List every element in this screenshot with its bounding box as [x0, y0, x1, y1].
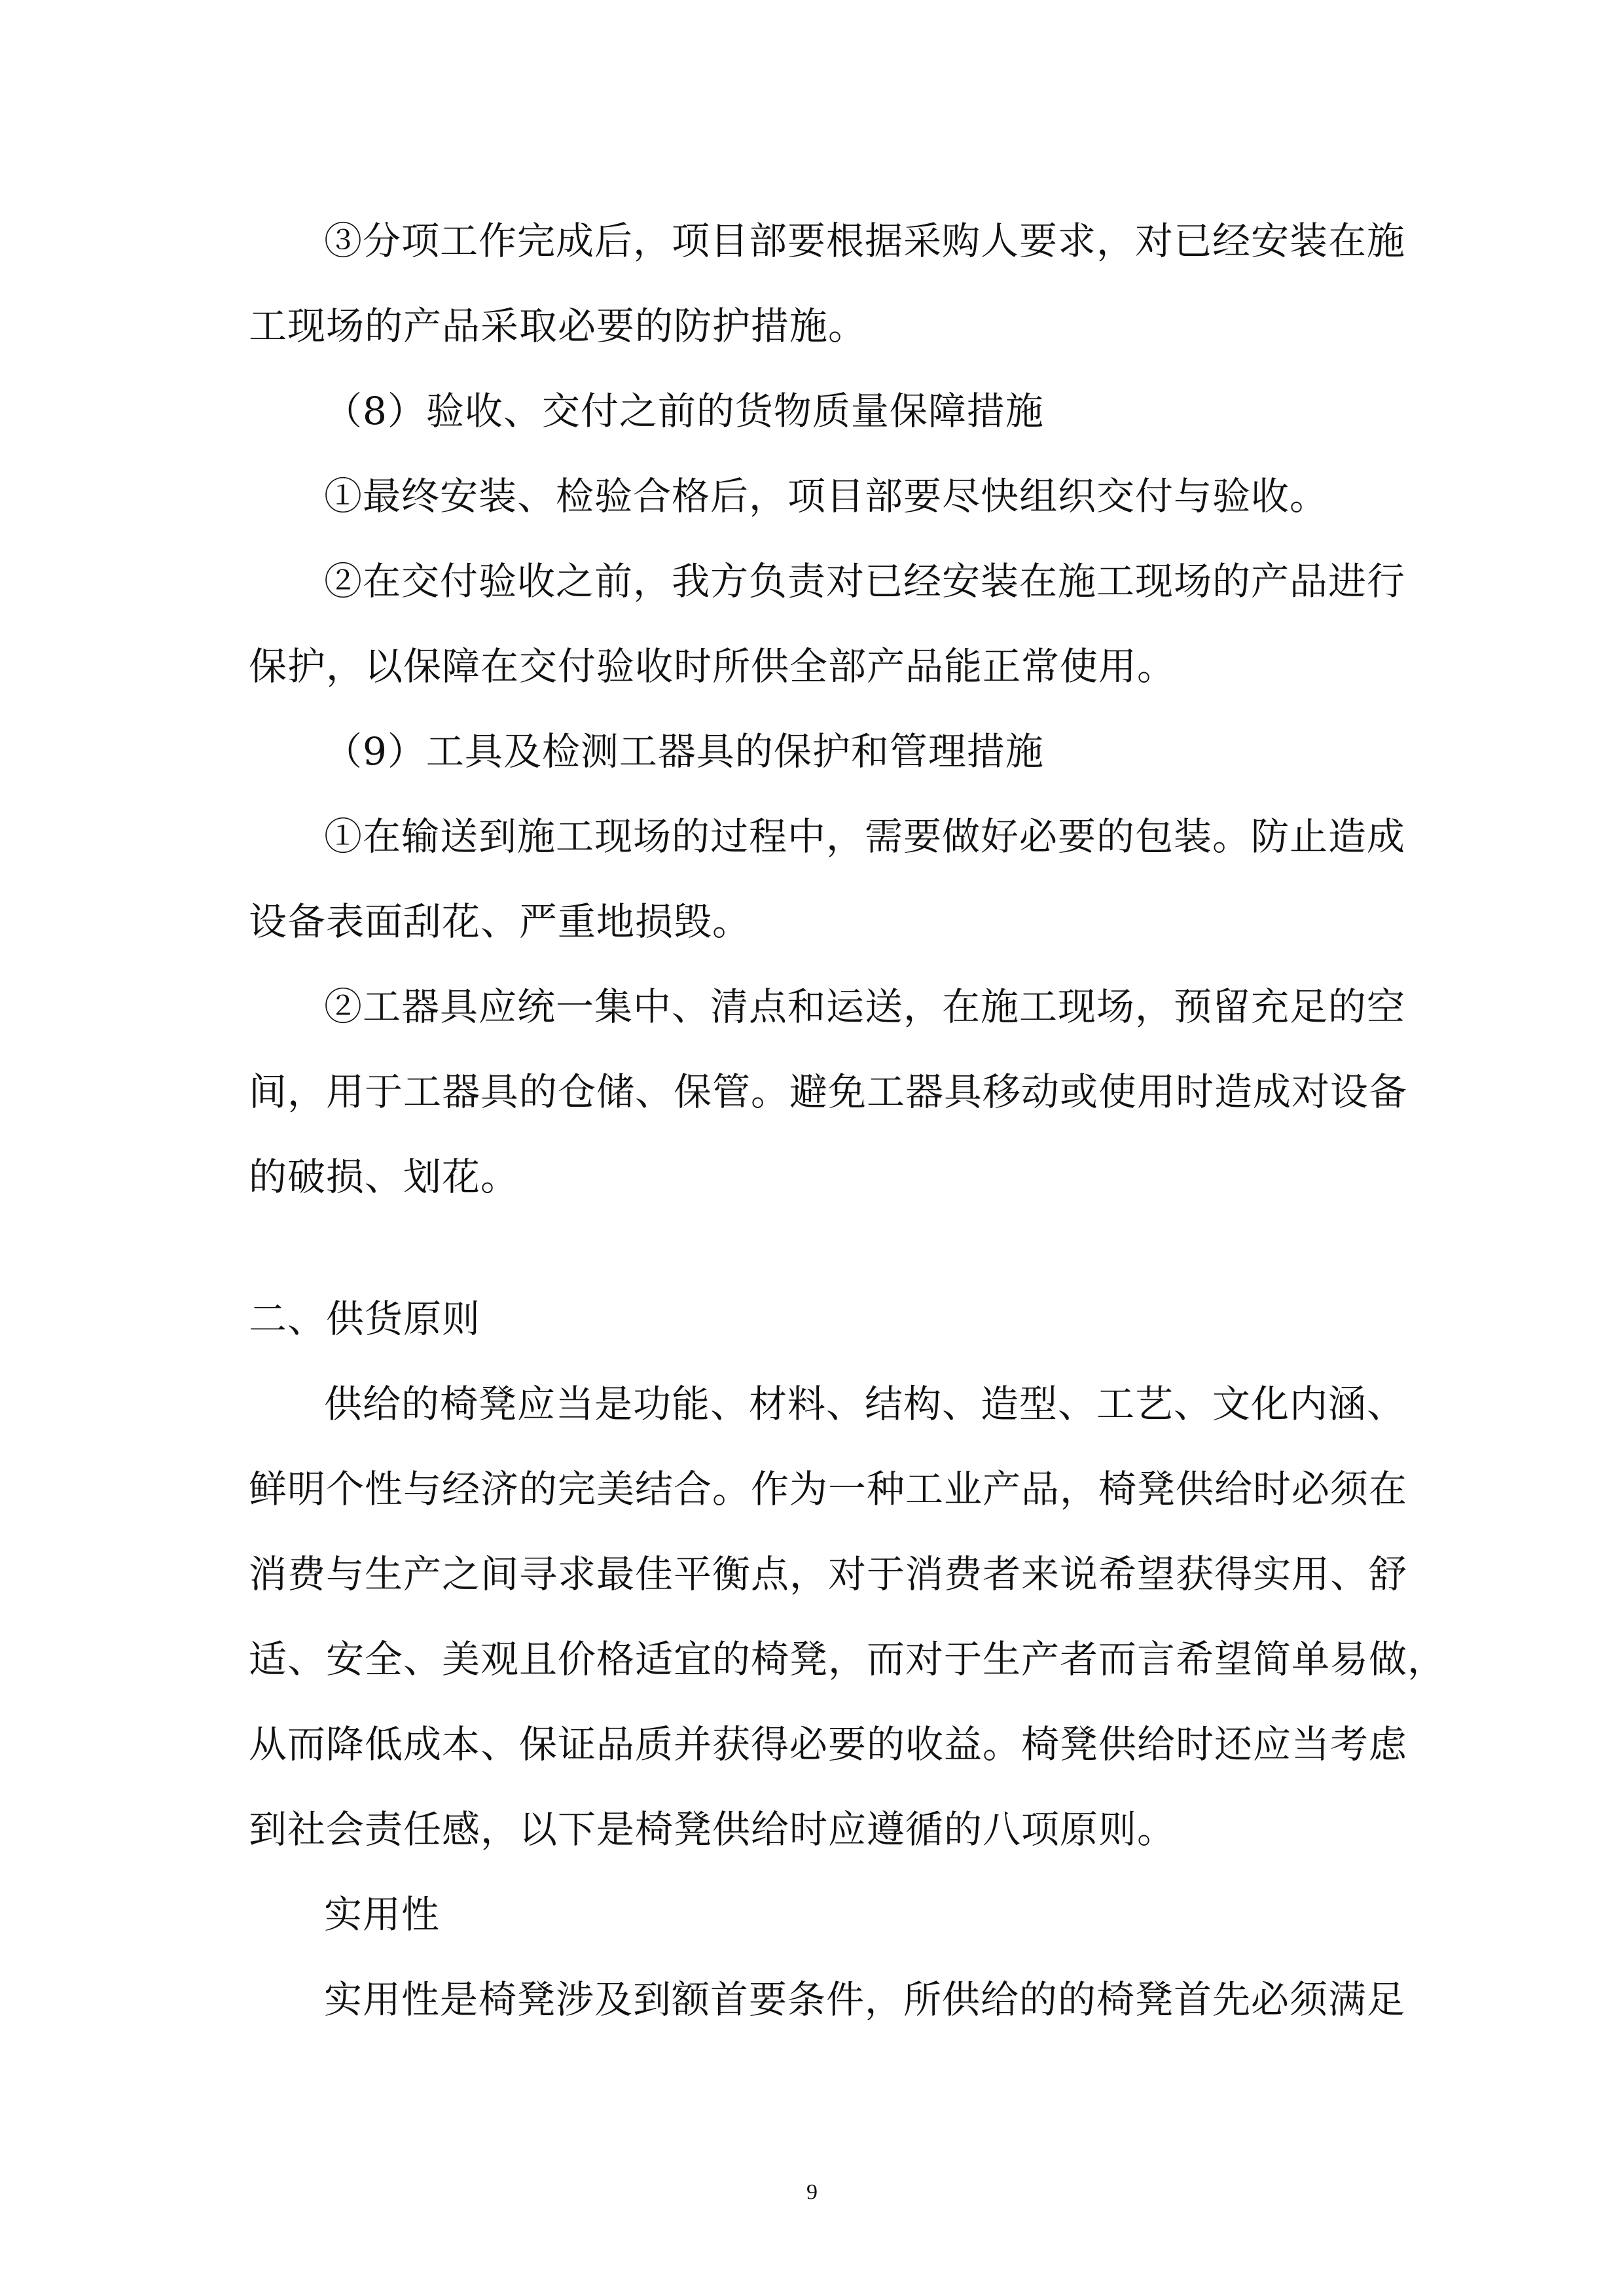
paragraph-line: 保护，以保障在交付验收时所供全部产品能正常使用。: [249, 644, 1176, 689]
paragraph-line: 间，用于工器具的仓储、保管。避免工器具移动或使用时造成对设备: [249, 1069, 1408, 1114]
paragraph-line: 供给的椅凳应当是功能、材料、结构、造型、工艺、文化内涵、: [324, 1382, 1406, 1426]
subsection-heading: （9）工具及检测工器具的保护和管理措施: [324, 729, 1044, 774]
paragraph-line: ③分项工作完成后，项目部要根据采购人要求，对已经安装在施: [324, 219, 1406, 263]
paragraph-line: ①在输送到施工现场的过程中，需要做好必要的包装。防止造成: [324, 814, 1406, 859]
paragraph-line: 设备表面刮花、严重地损毁。: [249, 899, 751, 944]
paragraph-line: 工现场的产品采取必要的防护措施。: [249, 304, 867, 348]
paragraph-line: ①最终安装、检验合格后，项目部要尽快组织交付与验收。: [324, 474, 1329, 518]
paragraph-line: ②工器具应统一集中、清点和运送，在施工现场，预留充足的空: [324, 984, 1406, 1029]
paragraph-line: 鲜明个性与经济的完美结合。作为一种工业产品，椅凳供给时必须在: [249, 1467, 1408, 1511]
paragraph-line: 实用性是椅凳涉及到额首要条件，所供给的的椅凳首先必须满足: [324, 1977, 1406, 2022]
subsection-heading: 实用性: [324, 1892, 441, 1937]
paragraph-line: 消费与生产之间寻求最佳平衡点，对于消费者来说希望获得实用、舒: [249, 1552, 1408, 1596]
page-number: 9: [806, 2180, 818, 2204]
paragraph-line: 适、安全、美观且价格适宜的椅凳，而对于生产者而言希望简单易做，: [249, 1637, 1447, 1681]
subsection-heading: （8）验收、交付之前的货物质量保障措施: [324, 389, 1044, 433]
paragraph-line: 从而降低成本、保证品质并获得必要的收益。椅凳供给时还应当考虑: [249, 1722, 1408, 1767]
paragraph-line: ②在交付验收之前，我方负责对已经安装在施工现场的产品进行: [324, 559, 1406, 603]
paragraph-line: 到社会责任感，以下是椅凳供给时应遵循的八项原则。: [249, 1807, 1176, 1852]
paragraph-line: 的破损、划花。: [249, 1155, 520, 1199]
section-heading: 二、供货原则: [249, 1297, 481, 1341]
